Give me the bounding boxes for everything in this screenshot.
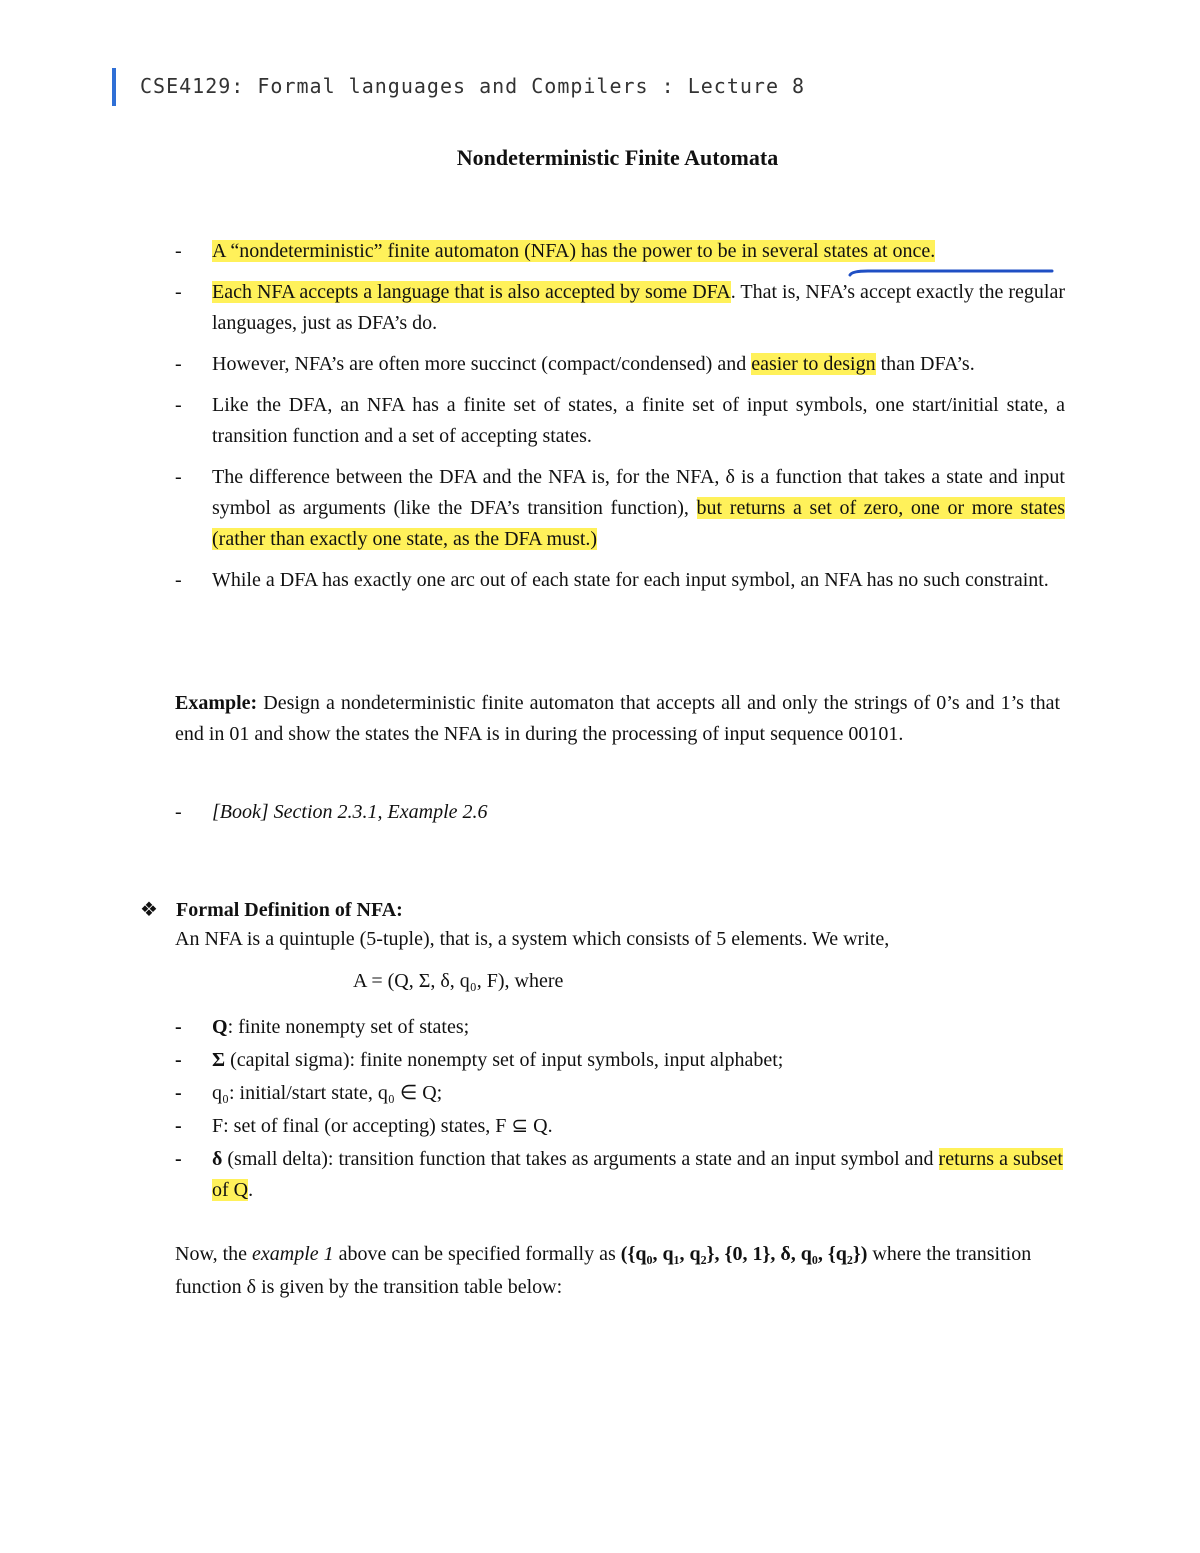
- bullet-text: than DFA’s.: [875, 353, 975, 375]
- header-accent-bar: [112, 68, 116, 106]
- lecture-header: CSE4129: Formal languages and Compilers : Lecture 8: [140, 74, 806, 98]
- handwritten-underline-mark: [848, 268, 1054, 278]
- example-text: Design a nondeterministic finite automaton that accepts all and only the strings of 0’s and 1’s that end in 01 and show the states the NFA is in during the processing of input sequence 00101.: [175, 692, 1060, 745]
- element-list: [175, 1012, 1065, 1208]
- bullet-text-highlight: Each NFA accepts a language that is also accepted by some DFA: [212, 281, 731, 303]
- formal-intro: An NFA is a quintuple (5-tuple), that is, a system which consists of 5 elements. We write,: [175, 928, 890, 950]
- bullet-item: - The difference between the DFA and the NFA is, for the NFA, δ is a function that takes a state and input symbol as arguments (like the DFA’s transition function), but returns a set of zero, one or more states (rather than exactly one state, as the DFA must.): [175, 466, 1065, 550]
- bullet-item: - Each NFA accepts a language that is also accepted by some DFA. That is, NFA’s accept exactly the regular languages, just as DFA’s do.: [175, 281, 1065, 334]
- element-item: - Q: finite nonempty set of states;: [175, 1016, 470, 1038]
- element-item: - F: set of final (or accepting) states, F ⊆ Q.: [175, 1115, 553, 1137]
- bullet-item: - Like the DFA, an NFA has a finite set of states, a finite set of input symbols, one start/initial state, a transition function and a set of accepting states.: [175, 394, 1065, 447]
- bullet-text-highlight: but returns a set of zero, one or more states (rather than exactly one state, as the DFA must.): [212, 497, 1065, 550]
- diamond-bullet-icon: ❖: [140, 899, 158, 921]
- bullet-text: A “nondeterministic” finite automaton (NFA) has the power to be in several states at once.: [212, 240, 936, 262]
- bullet-item: - While a DFA has exactly one arc out of each state for each input symbol, an NFA has no such constraint.: [175, 569, 1049, 591]
- page-title: Nondeterministic Finite Automata: [456, 145, 779, 170]
- quintuple-formula: A = (Q, Σ, δ, q₀, F), where: [353, 970, 564, 992]
- book-reference: - [Book] Section 2.3.1, Example 2.6: [175, 801, 488, 823]
- bullet-text: . That is, NFA’s accept exactly the regular languages, just as DFA’s do.: [212, 281, 1065, 334]
- bullet-text: However, NFA’s are often more succinct (compact/condensed) and: [212, 353, 752, 375]
- example-label: Example:: [175, 692, 258, 714]
- book-reference-text: [Book] Section 2.3.1, Example 2.6: [212, 801, 488, 823]
- element-item: - δ (small delta): transition function that takes as arguments a state and an input symbol and returns a subset of Q.: [175, 1148, 1063, 1201]
- formal-definition-heading: ❖ Formal Definition of NFA:: [140, 899, 403, 921]
- bullet-item: - A “nondeterministic” finite automaton (NFA) has the power to be in several states at once.: [175, 240, 936, 262]
- example-paragraph: [175, 688, 1060, 750]
- formal-spec-tuple: ({q₀, q₁, q₂}, {0, 1}, δ, q₀, {q₂}): [620, 1243, 868, 1265]
- bullet-item: - However, NFA’s are often more succinct (compact/condensed) and easier to design than DFA’s.: [175, 353, 975, 375]
- bullet-text: The difference between the DFA and the NFA is, for the NFA, δ is a function that takes a state and input symbol as arguments (like the DFA’s transition function),: [212, 466, 1065, 519]
- bullet-text: Like the DFA, an NFA has a finite set of states, a finite set of input symbols, one start/initial state, a transition function and a set of accepting states.: [212, 394, 1065, 447]
- bullet-text: While a DFA has exactly one arc out of each state for each input symbol, an NFA has no such constraint.: [212, 569, 1049, 591]
- intro-bullet-list: [175, 236, 1065, 606]
- element-item: - Σ (capital sigma): finite nonempty set of input symbols, input alphabet;: [175, 1049, 784, 1071]
- bullet-text-highlight: easier to design: [751, 353, 876, 375]
- element-item: - q₀: initial/start state, q₀ ∈ Q;: [175, 1082, 443, 1104]
- formal-spec-paragraph: Now, the example 1 above can be specified formally as ({q₀, q₁, q₂}, {0, 1}, δ, q₀, {q₂}) where the transition function δ is given by the transition table below:: [175, 1243, 1032, 1298]
